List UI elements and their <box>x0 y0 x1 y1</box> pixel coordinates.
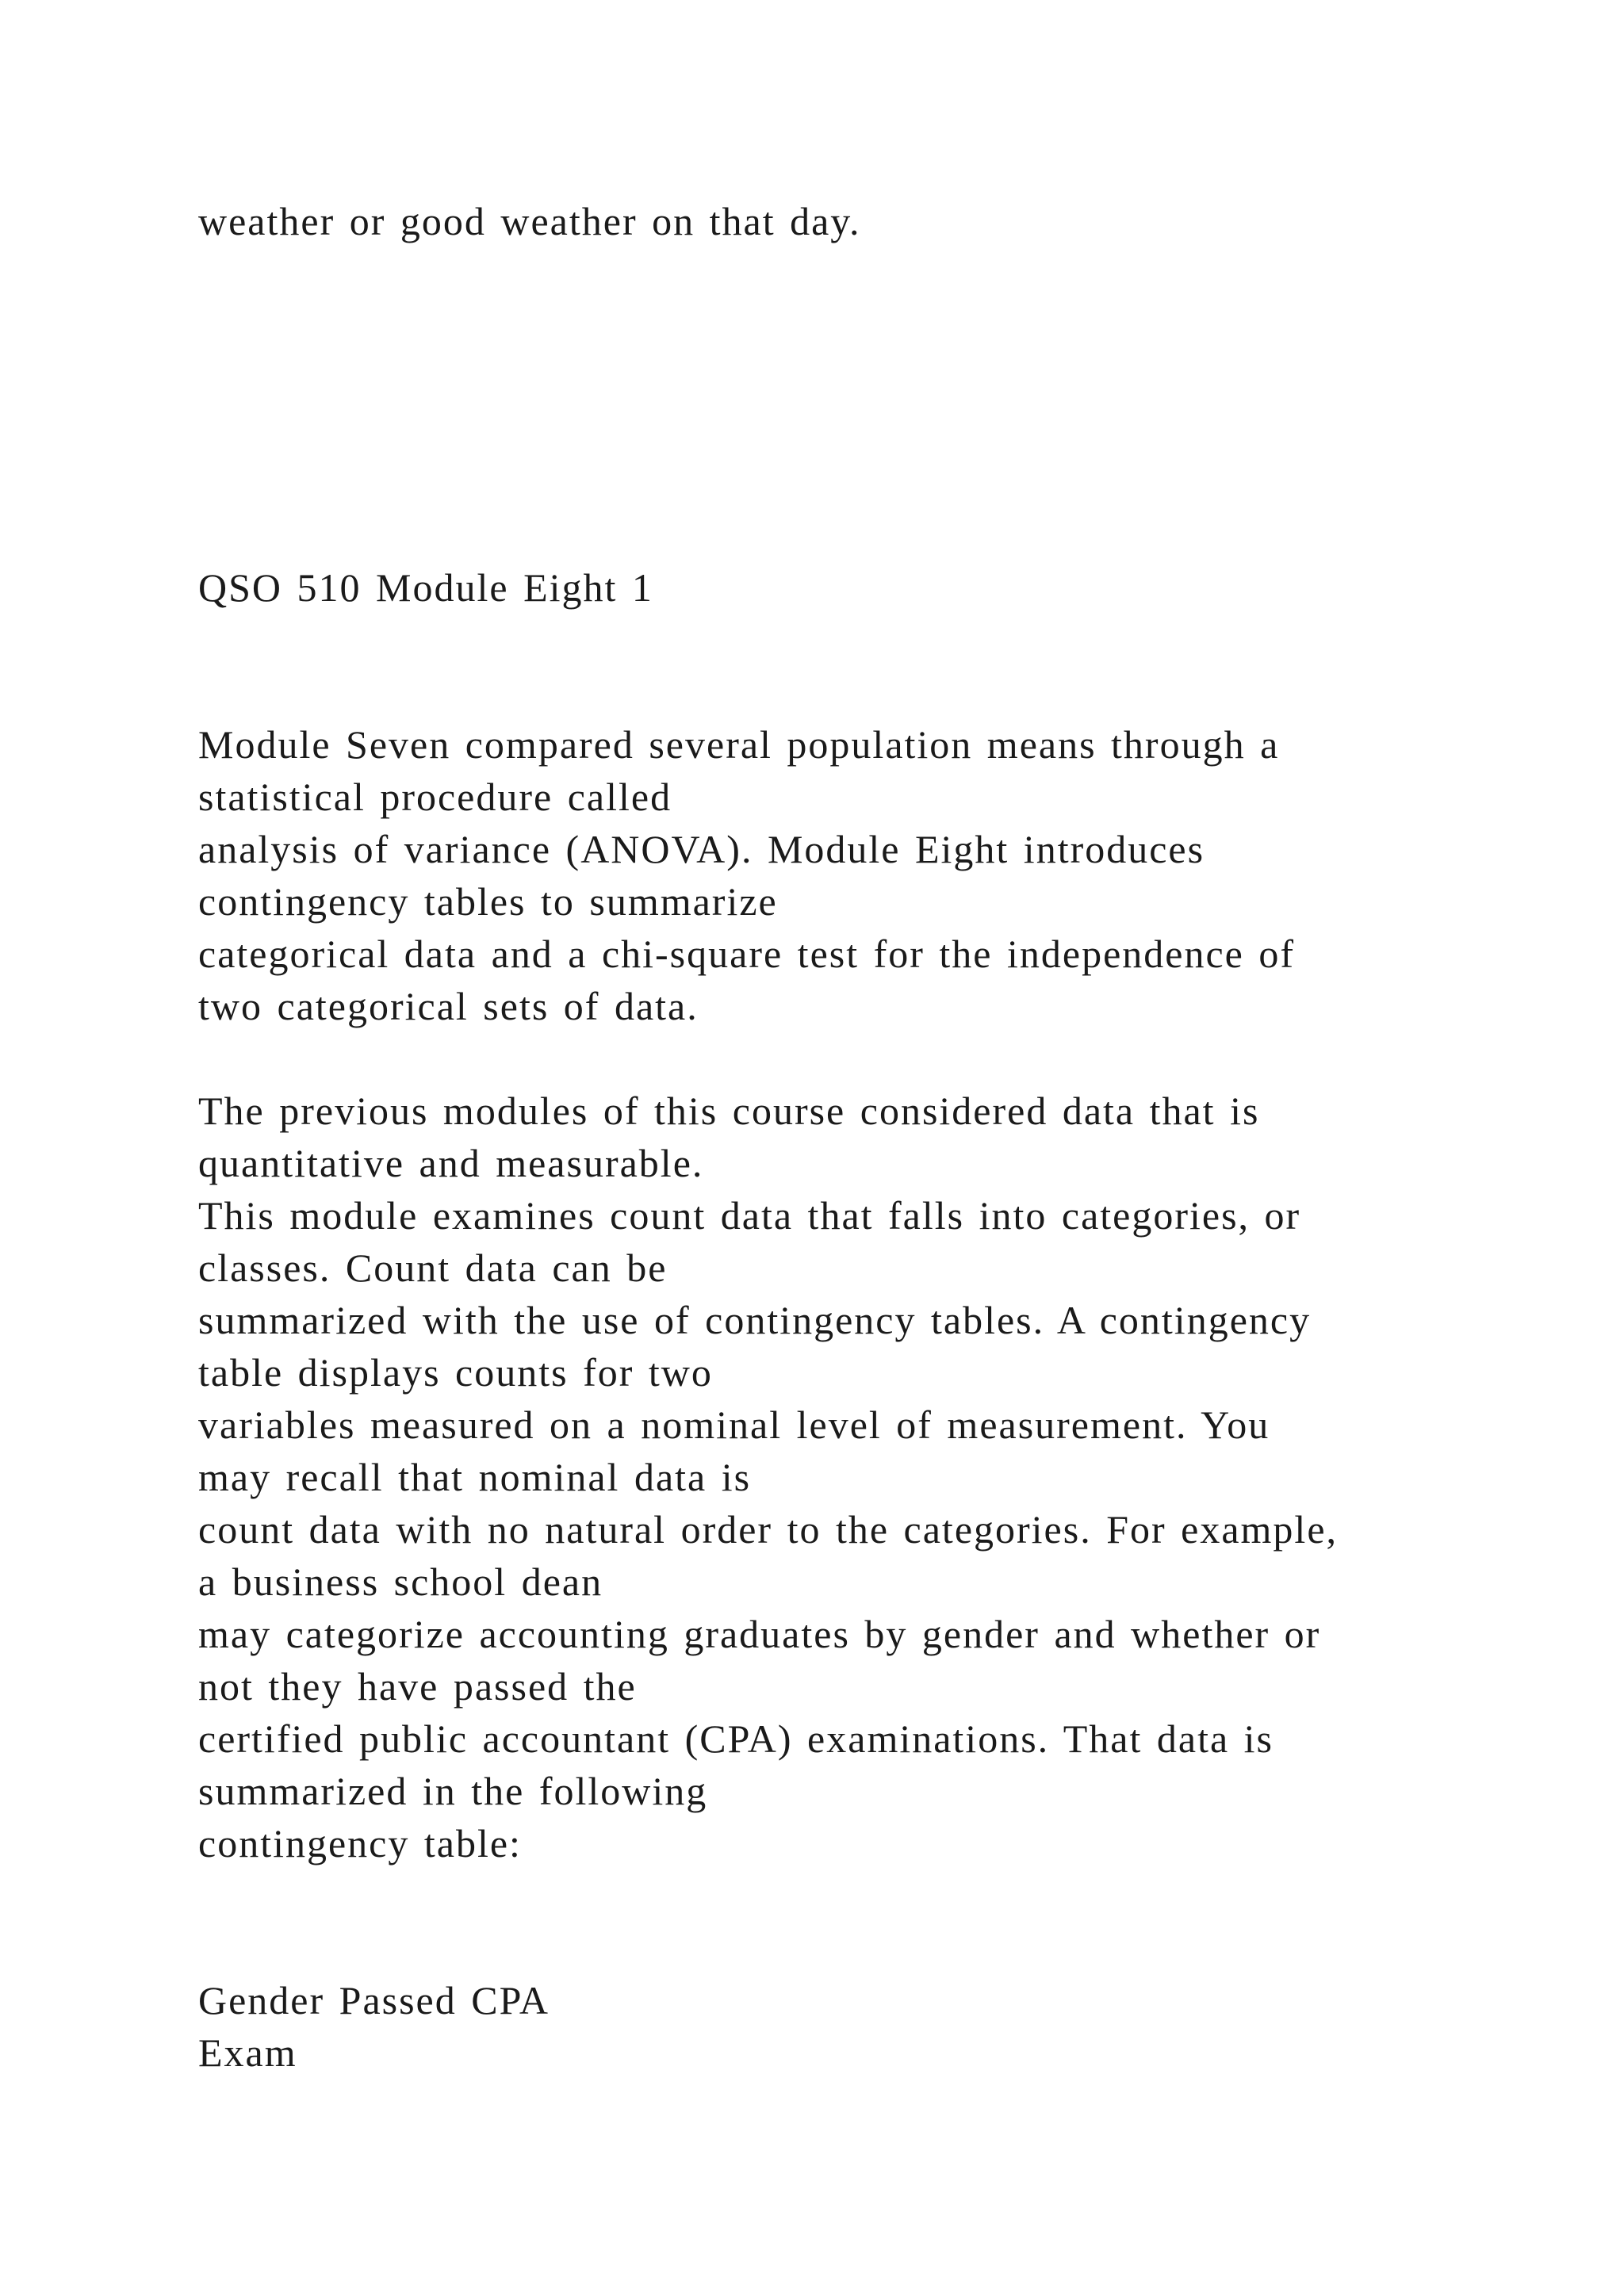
text-line: count data with no natural order to the categories. For example, <box>198 1507 1339 1552</box>
text-line: may categorize accounting graduates by gender and whether or <box>198 1612 1321 1656</box>
text-line: categorical data and a chi-square test for the independence of <box>198 932 1295 976</box>
text-line: certified public accountant (CPA) examinations. That data is <box>198 1716 1274 1761</box>
section-heading: QSO 510 Module Eight 1 <box>198 565 653 610</box>
text-line: two categorical sets of data. <box>198 984 699 1028</box>
text-line: contingency tables to summarize <box>198 879 778 924</box>
text-line: weather or good weather on that day. <box>198 199 861 243</box>
text-line: statistical procedure called <box>198 775 672 819</box>
table-heading: Gender Passed CPA <box>198 1978 550 2022</box>
text-line: contingency table: <box>198 1821 522 1866</box>
text-line: summarized with the use of contingency tables. A contingency <box>198 1298 1312 1342</box>
text-line: classes. Count data can be <box>198 1246 668 1290</box>
text-line: analysis of variance (ANOVA). Module Eight introduces <box>198 827 1205 871</box>
text-line: a business school dean <box>198 1559 603 1604</box>
text-line: quantitative and measurable. <box>198 1141 704 1185</box>
text-line: may recall that nominal data is <box>198 1455 752 1499</box>
text-line: The previous modules of this course considered data that is <box>198 1089 1260 1133</box>
text-line: variables measured on a nominal level of measurement. You <box>198 1402 1270 1447</box>
text-line: not they have passed the <box>198 1664 637 1709</box>
text-line: table displays counts for two <box>198 1350 713 1395</box>
table-heading: Exam <box>198 2030 297 2075</box>
text-line: summarized in the following <box>198 1769 708 1813</box>
text-line: This module examines count data that falls into categories, or <box>198 1193 1301 1238</box>
text-line: Module Seven compared several population means through a <box>198 722 1280 767</box>
